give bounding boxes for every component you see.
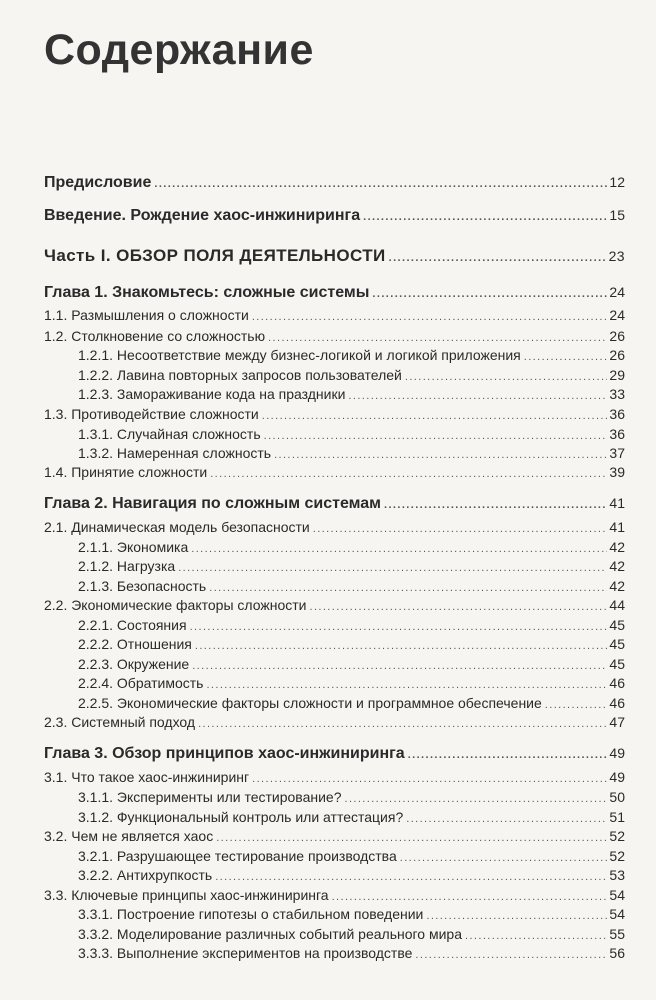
toc-entry-page: 47	[609, 714, 625, 730]
toc-leader-dots	[192, 657, 607, 675]
toc-entry-title: 2.1.2. Нагрузка	[78, 558, 176, 574]
toc-leader-dots	[415, 946, 607, 964]
toc-entry-title: 1.3.1. Случайная сложность	[78, 426, 261, 442]
toc-entry-page: 52	[609, 848, 625, 864]
toc-entry-title: 3.3.1. Построение гипотезы о стабильном поведении	[78, 906, 424, 922]
toc-leader-dots	[264, 427, 608, 445]
toc-entry-title: 2.2. Экономические факторы сложности	[44, 597, 307, 613]
toc-entry-title: 3.3. Ключевые принципы хаос-инжиниринга	[44, 887, 329, 903]
toc-entry-title: 3.3.2. Моделирование различных событий реального мира	[78, 926, 463, 942]
toc-entry-title: 2.2.2. Отношения	[78, 636, 192, 652]
toc-entry-page: 39	[609, 464, 625, 480]
toc-entry-page: 41	[609, 495, 625, 511]
toc-entry-page: 36	[609, 406, 625, 422]
toc-entry-title: Глава 2. Навигация по сложным системам	[44, 495, 381, 512]
toc-entry	[44, 173, 625, 193]
toc-entry-title: 3.2. Чем не является хаос	[44, 828, 214, 844]
toc-entry-title: 2.1.3. Безопасность	[78, 578, 207, 594]
toc-entry-title: 3.2.2. Антихрупкость	[78, 867, 213, 883]
toc-entry-page: 23	[608, 248, 625, 264]
toc-entry	[44, 827, 625, 847]
toc-entry	[44, 635, 625, 655]
toc-entry-page: 49	[609, 745, 625, 761]
toc-entry	[44, 788, 625, 808]
toc-entry-page: 50	[609, 789, 625, 805]
toc-leader-dots	[400, 849, 608, 867]
toc-leader-dots	[216, 829, 607, 847]
toc-entry	[44, 538, 625, 558]
toc-entry-title: 1.1. Размышления о сложности	[44, 307, 249, 323]
toc-entry-page: 46	[609, 695, 625, 711]
toc-entry	[44, 808, 625, 828]
toc-leader-dots	[372, 285, 607, 303]
toc-leader-dots	[206, 676, 607, 694]
toc-entry-page: 24	[609, 284, 625, 300]
toc-entry	[44, 655, 625, 675]
toc-entry	[44, 327, 625, 347]
toc-leader-dots	[406, 810, 607, 828]
toc-entry-title: 1.4. Принятие сложности	[44, 464, 208, 480]
toc-leader-dots	[190, 618, 608, 636]
toc-entry-page: 42	[609, 578, 625, 594]
toc-leader-dots	[198, 715, 607, 733]
toc-entry-title: 1.3.2. Намеренная сложность	[78, 445, 272, 461]
toc-entry	[44, 405, 625, 425]
toc-entry	[44, 557, 625, 577]
toc-entry-title: 3.2.1. Разрушающее тестирование производства	[78, 848, 397, 864]
toc-entry-page: 45	[609, 656, 625, 672]
toc-entry	[44, 905, 625, 925]
toc-leader-dots	[348, 387, 607, 405]
toc-leader-dots	[178, 559, 607, 577]
toc-entry-title: 1.2. Столкновение со сложностью	[44, 328, 266, 344]
toc-entry	[44, 206, 625, 226]
toc-entry-title: 3.3.3. Выполнение экспериментов на производстве	[78, 945, 413, 961]
toc-entry-title: 2.2.5. Экономические факторы сложности и программное обеспечение	[78, 695, 542, 711]
toc-entry-title: 1.3. Противодействие сложности	[44, 406, 259, 422]
toc-entry	[44, 596, 625, 616]
toc-entry-page: 26	[609, 328, 625, 344]
toc-entry-title: 2.3. Системный подход	[44, 714, 196, 730]
toc-leader-dots	[408, 746, 608, 764]
toc-leader-dots	[262, 407, 608, 425]
toc-entry	[44, 744, 625, 764]
toc-entry-page: 29	[609, 367, 625, 383]
toc-leader-dots	[363, 208, 607, 226]
toc-leader-dots	[252, 308, 608, 326]
toc-leader-dots	[545, 696, 608, 714]
toc-entry-page: 45	[609, 617, 625, 633]
toc-entry-title: 1.2.1. Несоответствие между бизнес-логикой и логикой приложения	[78, 347, 521, 363]
toc-entry-page: 51	[609, 809, 625, 825]
toc-entry	[44, 768, 625, 788]
toc-entry	[44, 577, 625, 597]
toc-entry-page: 53	[609, 867, 625, 883]
toc-entry-page: 52	[609, 828, 625, 844]
toc-leader-dots	[524, 348, 608, 366]
toc-entry-page: 42	[609, 539, 625, 555]
toc-entry	[44, 518, 625, 538]
toc-entry-page: 24	[609, 307, 625, 323]
toc-leader-dots	[252, 770, 607, 788]
toc-entry-page: 41	[609, 519, 625, 535]
toc-leader-dots	[344, 790, 607, 808]
toc-entry-page: 56	[609, 945, 625, 961]
toc-entry-title: 2.2.4. Обратимость	[78, 675, 204, 691]
toc-entry-title: 3.1. Что такое хаос-инжиниринг	[44, 769, 250, 785]
page-title: Содержание	[44, 26, 314, 74]
toc-entry-title: 2.2.1. Состояния	[78, 617, 187, 633]
toc-entry	[44, 925, 625, 945]
toc-leader-dots	[274, 446, 607, 464]
toc-entry-page: 46	[609, 675, 625, 691]
toc-entry	[44, 247, 625, 267]
toc-entry	[44, 674, 625, 694]
toc-entry-title: 2.1.1. Экономика	[78, 539, 189, 555]
toc-entry	[44, 616, 625, 636]
toc-entry	[44, 944, 625, 964]
toc-entry-title: 1.2.3. Замораживание кода на праздники	[78, 386, 346, 402]
toc-leader-dots	[332, 888, 608, 906]
toc-leader-dots	[154, 175, 607, 193]
toc-entry-title: 2.2.3. Окружение	[78, 656, 190, 672]
toc-entry-title: Часть I. ОБЗОР ПОЛЯ ДЕЯТЕЛЬНОСТИ	[44, 246, 386, 265]
toc-entry	[44, 463, 625, 483]
toc-entry-page: 15	[609, 207, 625, 223]
toc-entry-page: 12	[609, 174, 625, 190]
toc-entry	[44, 346, 625, 366]
toc-entry	[44, 385, 625, 405]
toc-entry-page: 37	[609, 445, 625, 461]
toc-entry-page: 49	[609, 769, 625, 785]
toc-entry-title: 3.1.1. Эксперименты или тестирование?	[78, 789, 342, 805]
toc-leader-dots	[389, 249, 607, 267]
toc-leader-dots	[384, 496, 607, 514]
toc-entry	[44, 847, 625, 867]
toc-leader-dots	[405, 368, 608, 386]
toc-entry	[44, 283, 625, 303]
toc-entry	[44, 425, 625, 445]
toc-entry-page: 54	[609, 887, 625, 903]
toc-leader-dots	[309, 598, 607, 616]
toc-leader-dots	[465, 927, 607, 945]
toc-entry-page: 26	[609, 347, 625, 363]
toc-leader-dots	[209, 579, 607, 597]
toc-entry-page: 42	[609, 558, 625, 574]
toc-leader-dots	[191, 540, 607, 558]
toc-leader-dots	[313, 520, 608, 538]
toc-entry-title: 3.1.2. Функциональный контроль или аттестация?	[78, 809, 404, 825]
toc-entry-page: 44	[609, 597, 625, 613]
toc-entry	[44, 866, 625, 886]
toc-entry	[44, 444, 625, 464]
toc-leader-dots	[426, 907, 607, 925]
toc-entry	[44, 886, 625, 906]
toc-entry-title: Глава 1. Знакомьтесь: сложные системы	[44, 284, 370, 301]
toc-leader-dots	[215, 868, 607, 886]
toc-leader-dots	[268, 329, 607, 347]
toc-entry	[44, 306, 625, 326]
toc-entry-title: Введение. Рождение хаос-инжиниринга	[44, 207, 361, 224]
toc-entry-title: Глава 3. Обзор принципов хаос-инжиниринга	[44, 745, 405, 762]
toc-entry-page: 54	[609, 906, 625, 922]
toc-entry-title: Предисловие	[44, 174, 152, 191]
toc-entry-page: 33	[609, 386, 625, 402]
toc-entry	[44, 713, 625, 733]
toc-entry-title: 1.2.2. Лавина повторных запросов пользователей	[78, 367, 402, 383]
toc-entry	[44, 366, 625, 386]
toc-entry-title: 2.1. Динамическая модель безопасности	[44, 519, 310, 535]
toc-leader-dots	[210, 465, 607, 483]
toc-leader-dots	[195, 637, 608, 655]
toc-entry-page: 55	[609, 926, 625, 942]
toc-entry-page: 45	[609, 636, 625, 652]
toc-entry-page: 36	[609, 426, 625, 442]
toc-entry	[44, 494, 625, 514]
toc-entry	[44, 694, 625, 714]
